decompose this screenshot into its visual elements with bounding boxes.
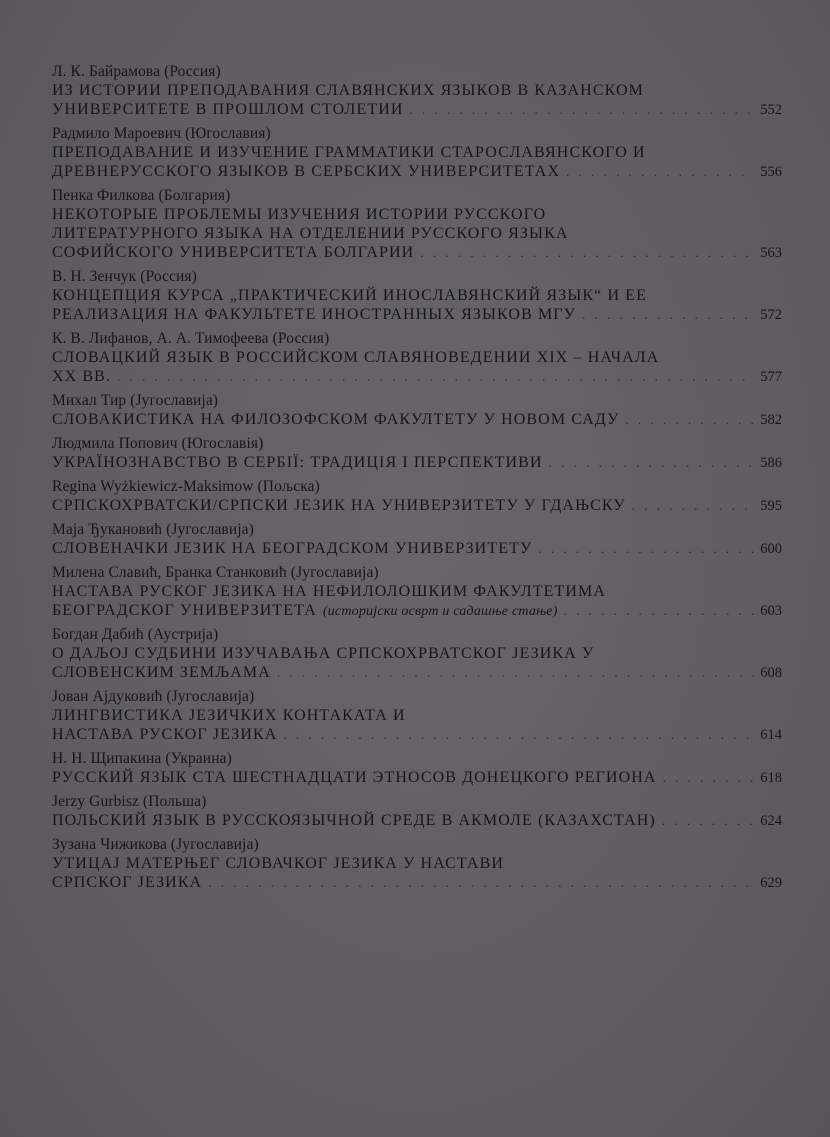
page-number: 600 bbox=[760, 541, 782, 557]
entry-subtitle: (историјски осврт и садашње стање) bbox=[322, 604, 558, 619]
entry-author: Н. Н. Щипакина (Украина) bbox=[52, 750, 232, 767]
entry-author: Јован Ајдуковић (Југославија) bbox=[52, 688, 255, 705]
entry-title-last-line bbox=[52, 768, 782, 788]
dot-leader bbox=[564, 601, 754, 620]
entry-title-line: СОФИЙСКОГО УНИВЕРСИТЕТА БОЛГАРИИ bbox=[52, 244, 415, 261]
dot-leader bbox=[626, 410, 754, 429]
entry-title-line: УТИЦАЈ МАТЕРЊЕГ СЛОВАЧКОГ ЈЕЗИКА У НАСТАВИ bbox=[52, 855, 504, 872]
entry-title-last-line bbox=[52, 243, 782, 263]
entry-author: Jerzy Gurbisz (Польша) bbox=[52, 793, 207, 810]
entry-title-last-line bbox=[52, 453, 782, 473]
dot-leader bbox=[566, 162, 754, 181]
toc-entry bbox=[52, 477, 782, 516]
entry-title-last-line bbox=[52, 367, 782, 387]
dot-leader bbox=[277, 663, 754, 682]
dot-leader bbox=[117, 367, 754, 386]
toc-entry bbox=[52, 792, 782, 831]
dot-leader bbox=[662, 811, 754, 830]
entry-title-line: СРПСКОХРВАТСКИ/СРПСКИ ЈЕЗИК НА УНИВЕРЗИТЕТУ У ГДАЊСКУ bbox=[52, 497, 626, 514]
entry-title-line: СРПСКОГ ЈЕЗИКА bbox=[52, 874, 203, 891]
page-number: 577 bbox=[760, 369, 782, 385]
entry-title-line: СЛОВАКИСТИКА НА ФИЛОЗОФСКОМ ФАКУЛТЕТУ У НОВОМ САДУ bbox=[52, 411, 620, 428]
entry-author: Богдан Дабић (Аустрија) bbox=[52, 626, 219, 643]
entry-title-line: РУССКИЙ ЯЗЫК СТА ШЕСТНАДЦАТИ ЭТНОСОВ ДОНЕЦКОГО РЕГИОНА bbox=[52, 769, 657, 786]
entry-author: В. Н. Зенчук (Россия) bbox=[52, 268, 197, 285]
entry-author: Радмило Мароевич (Югославия) bbox=[52, 125, 271, 142]
entry-title-line: НЕКОТОРЫЕ ПРОБЛЕМЫ ИЗУЧЕНИЯ ИСТОРИИ РУССКОГО bbox=[52, 206, 547, 223]
entry-title-line: ЛИТЕРАТУРНОГО ЯЗЫКА НА ОТДЕЛЕНИИ РУССКОГО ЯЗЫКА bbox=[52, 225, 569, 242]
entry-title-last-line bbox=[52, 496, 782, 516]
page-number: 552 bbox=[760, 102, 782, 118]
page-number: 586 bbox=[760, 455, 782, 471]
entry-title-line: НАСТАВА РУСКОГ ЈЕЗИКА bbox=[52, 726, 278, 743]
toc-entry bbox=[52, 520, 782, 559]
entry-title-line: СЛОВЕНАЧКИ ЈЕЗИК НА БЕОГРАДСКОМ УНИВЕРЗИТЕТУ bbox=[52, 540, 533, 557]
entry-author: Л. К. Байрамова (Россия) bbox=[52, 63, 221, 80]
dot-leader bbox=[283, 725, 754, 744]
entry-title-last-line bbox=[52, 601, 782, 621]
entry-title-line: БЕОГРАДСКОГ УНИВЕРЗИТЕТА bbox=[52, 602, 317, 619]
toc-entry bbox=[52, 835, 782, 893]
toc-entry bbox=[52, 434, 782, 473]
page-number: 629 bbox=[760, 875, 782, 891]
entry-title-line: СЛОВАЦКИЙ ЯЗЫК В РОССИЙСКОМ СЛАВЯНОВЕДЕНИИ XIX – НАЧАЛА bbox=[52, 349, 660, 366]
entry-title-last-line bbox=[52, 873, 782, 893]
toc-entry bbox=[52, 391, 782, 430]
entry-title-last-line bbox=[52, 811, 782, 831]
page-number: 572 bbox=[760, 307, 782, 323]
dot-leader bbox=[538, 539, 754, 558]
toc-entry bbox=[52, 124, 782, 182]
entry-title-line: РЕАЛИЗАЦИЯ НА ФАКУЛЬТЕТЕ ИНОСТРАННЫХ ЯЗЫКОВ МГУ bbox=[52, 306, 577, 323]
dot-leader bbox=[663, 768, 754, 787]
toc-entry bbox=[52, 329, 782, 387]
toc-entry bbox=[52, 267, 782, 325]
entry-author: Людмила Попович (Югославія) bbox=[52, 435, 264, 452]
entry-title-line: УКРАЇНОЗНАВСТВО В СЕРБІЇ: ТРАДИЦІЯ І ПЕРСПЕКТИВИ bbox=[52, 454, 543, 471]
entry-author: Зузана Чижикова (Југославија) bbox=[52, 836, 259, 853]
page-number: 582 bbox=[760, 412, 782, 428]
entry-title-line: ДРЕВНЕРУССКОГО ЯЗЫКОВ В СЕРБСКИХ УНИВЕРСИТЕТАХ bbox=[52, 163, 561, 180]
entry-author: Пенка Филкова (Болгария) bbox=[52, 187, 231, 204]
entry-title-last-line bbox=[52, 410, 782, 430]
entry-title-last-line bbox=[52, 663, 782, 683]
page-number: 608 bbox=[760, 665, 782, 681]
entry-title-line: ПРЕПОДАВАНИЕ И ИЗУЧЕНИЕ ГРАММАТИКИ СТАРОСЛАВЯНСКОГО И bbox=[52, 144, 646, 161]
entry-title-last-line bbox=[52, 305, 782, 325]
page-number: 595 bbox=[760, 498, 782, 514]
dot-leader bbox=[410, 100, 754, 119]
dot-leader bbox=[208, 873, 754, 892]
page-number: 614 bbox=[760, 727, 782, 743]
toc-entry bbox=[52, 62, 782, 120]
entry-title-line: ИЗ ИСТОРИИ ПРЕПОДАВАНИЯ СЛАВЯНСКИХ ЯЗЫКОВ В КАЗАНСКОМ bbox=[52, 82, 644, 99]
dot-leader bbox=[420, 243, 754, 262]
entry-title-last-line bbox=[52, 725, 782, 745]
entry-author: Regina Wyżkiewicz-Maksimow (Пољска) bbox=[52, 478, 320, 495]
entry-title-line: О ДАЉОЈ СУДБИНИ ИЗУЧАВАЊА СРПСКОХРВАТСКОГ ЈЕЗИКА У bbox=[52, 645, 595, 662]
entry-title-last-line bbox=[52, 162, 782, 182]
page-number: 624 bbox=[760, 813, 782, 829]
entry-title-line: СЛОВЕНСКИМ ЗЕМЉАМА bbox=[52, 664, 271, 681]
dot-leader bbox=[632, 496, 754, 515]
entry-author: К. В. Лифанов, А. А. Тимофеева (Россия) bbox=[52, 330, 330, 347]
toc-entry bbox=[52, 563, 782, 621]
entry-author: Милена Славић, Бранка Станковић (Југославија) bbox=[52, 564, 379, 581]
entry-title-line: ЛИНГВИСТИКА ЈЕЗИЧКИХ КОНТАКАТА И bbox=[52, 707, 406, 724]
entry-title-last-line bbox=[52, 100, 782, 120]
entry-title-line: КОНЦЕПЦИЯ КУРСА „ПРАКТИЧЕСКИЙ ИНОСЛАВЯНСКИЙ ЯЗЫК“ И ЕЕ bbox=[52, 287, 647, 304]
toc-entry bbox=[52, 749, 782, 788]
table-of-contents bbox=[52, 62, 782, 893]
page-number: 603 bbox=[760, 603, 782, 619]
entry-title-last-line bbox=[52, 539, 782, 559]
entry-title-line: ПОЛЬСКИЙ ЯЗЫК В РУССКОЯЗЫЧНОЙ СРЕДЕ В АКМОЛЕ (КАЗАХСТАН) bbox=[52, 812, 656, 829]
dot-leader bbox=[549, 453, 754, 472]
entry-title-line: УНИВЕРСИТЕТЕ В ПРОШЛОМ СТОЛЕТИИ bbox=[52, 101, 404, 118]
entry-author: Маја Ђукановић (Југославија) bbox=[52, 521, 254, 538]
toc-entry bbox=[52, 625, 782, 683]
dot-leader bbox=[582, 305, 754, 324]
page-number: 563 bbox=[760, 245, 782, 261]
entry-title-line: XX ВВ. bbox=[52, 368, 112, 385]
page-number: 618 bbox=[760, 770, 782, 786]
toc-entry bbox=[52, 687, 782, 745]
toc-entry bbox=[52, 186, 782, 263]
page-number: 556 bbox=[760, 164, 782, 180]
entry-author: Михал Тир (Југославија) bbox=[52, 392, 219, 409]
entry-title-line: НАСТАВА РУСКОГ ЈЕЗИКА НА НЕФИЛОЛОШКИМ ФАКУЛТЕТИМА bbox=[52, 583, 607, 600]
